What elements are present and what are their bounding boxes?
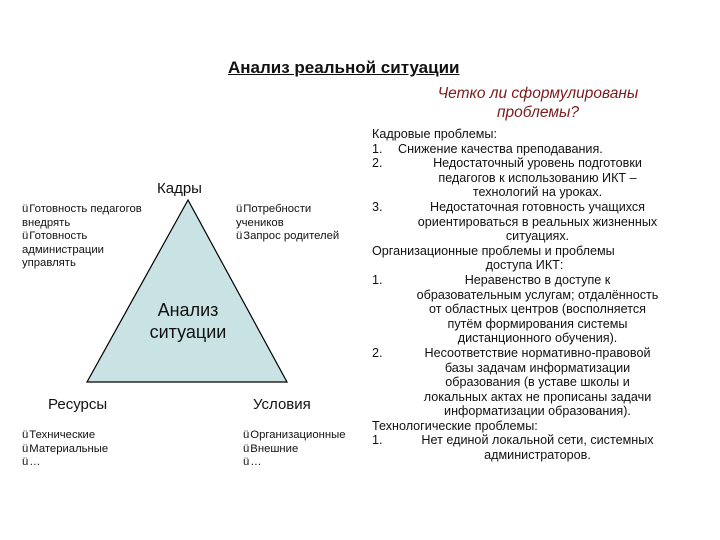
list-item xyxy=(372,156,677,200)
list-item: üГотовность xyxy=(22,230,88,242)
slide-title: Анализ реальной ситуации xyxy=(228,58,460,77)
list-item: üТехнические xyxy=(22,429,96,441)
check-icon: ü xyxy=(22,429,29,441)
list-top-right xyxy=(236,203,339,244)
item-line: технологий на уроках. xyxy=(472,185,603,200)
item-line: образовательным услугам; отдалённость xyxy=(416,287,659,302)
check-icon: ü xyxy=(236,203,243,215)
item-number: 3. xyxy=(372,199,383,214)
label-kadry: Кадры xyxy=(157,180,202,197)
check-icon: ü xyxy=(243,429,250,441)
list-top-left xyxy=(22,203,142,271)
problems-list xyxy=(372,127,677,463)
item-line: Недостаточный уровень подготовки xyxy=(433,156,642,171)
list-item: ü… xyxy=(243,456,262,468)
tech-heading: Технологические проблемы: xyxy=(372,418,538,433)
item-text xyxy=(398,156,677,200)
item-line: путём формирования системы xyxy=(447,316,628,331)
list-item xyxy=(372,273,677,346)
list-item xyxy=(372,200,677,244)
item-number: 1. xyxy=(372,433,383,448)
item-text xyxy=(398,200,677,244)
item-line: Недостаточная готовность учащихся xyxy=(430,199,645,214)
list-item: üОрганизационные xyxy=(243,429,346,441)
item-line: педагогов к использованию ИКТ – xyxy=(438,170,637,185)
list-item: учеников xyxy=(236,216,284,229)
item-line: ситуациях. xyxy=(505,229,570,244)
list-item xyxy=(372,346,677,419)
item-number: 2. xyxy=(372,156,383,171)
question-text: Четко ли сформулированы проблемы? xyxy=(437,85,639,121)
item-line: ориентироваться в реальных жизненных xyxy=(417,214,658,229)
item-text xyxy=(398,346,677,419)
item-number: 2. xyxy=(372,345,383,360)
list-bottom-right xyxy=(243,429,345,470)
center-label: Анализ ситуации xyxy=(149,300,227,342)
item-text xyxy=(398,433,677,462)
staff-items xyxy=(372,142,677,244)
list-item xyxy=(372,142,677,157)
label-usloviya: Условия xyxy=(253,396,311,413)
list-item: внедрять xyxy=(22,216,71,229)
check-icon: ü xyxy=(22,442,29,455)
staff-heading: Кадровые проблемы: xyxy=(372,127,497,141)
check-icon: ü xyxy=(22,230,29,242)
item-line: образования (в уставе школы и xyxy=(445,375,630,390)
item-number: 1. xyxy=(372,141,383,156)
item-line: базы задачам информатизации xyxy=(444,360,631,375)
item-line: информатизации образования). xyxy=(444,404,631,419)
list-item: ü… xyxy=(22,456,41,468)
org-heading: Организационные проблемы и проблемы доступа ИКТ: xyxy=(372,243,615,273)
check-icon: ü xyxy=(22,203,29,215)
item-line: Снижение качества преподавания. xyxy=(398,141,603,156)
item-text xyxy=(398,142,677,157)
list-bottom-left xyxy=(22,429,108,470)
list-item: üВнешние xyxy=(243,442,299,455)
list-item: üПотребности xyxy=(236,203,312,215)
item-line: дистанционного обучения). xyxy=(457,331,618,346)
list-item: üМатериальные xyxy=(22,442,109,455)
item-number: 1. xyxy=(372,272,383,287)
org-items xyxy=(372,273,677,419)
item-line: Неравенство в доступе к xyxy=(464,272,611,287)
item-line: от областных центров (восполняется xyxy=(429,302,646,317)
item-line: локальных актах не прописаны задачи xyxy=(423,389,652,404)
check-icon: ü xyxy=(236,230,243,242)
item-line: администраторов. xyxy=(484,448,591,463)
list-item xyxy=(372,433,677,462)
list-item: üГотовность педагогов xyxy=(22,203,142,215)
tech-items xyxy=(372,433,677,462)
item-line: Несоответствие нормативно-правовой xyxy=(424,345,651,360)
list-item: üЗапрос родителей xyxy=(236,230,340,242)
check-icon: ü xyxy=(243,456,250,468)
check-icon: ü xyxy=(243,442,250,455)
check-icon: ü xyxy=(22,456,29,468)
item-text xyxy=(398,273,677,346)
label-resursy: Ресурсы xyxy=(48,396,108,413)
list-item: администрации xyxy=(22,243,104,256)
list-item: управлять xyxy=(22,257,76,269)
item-line: Нет единой локальной сети, системных xyxy=(421,433,654,448)
